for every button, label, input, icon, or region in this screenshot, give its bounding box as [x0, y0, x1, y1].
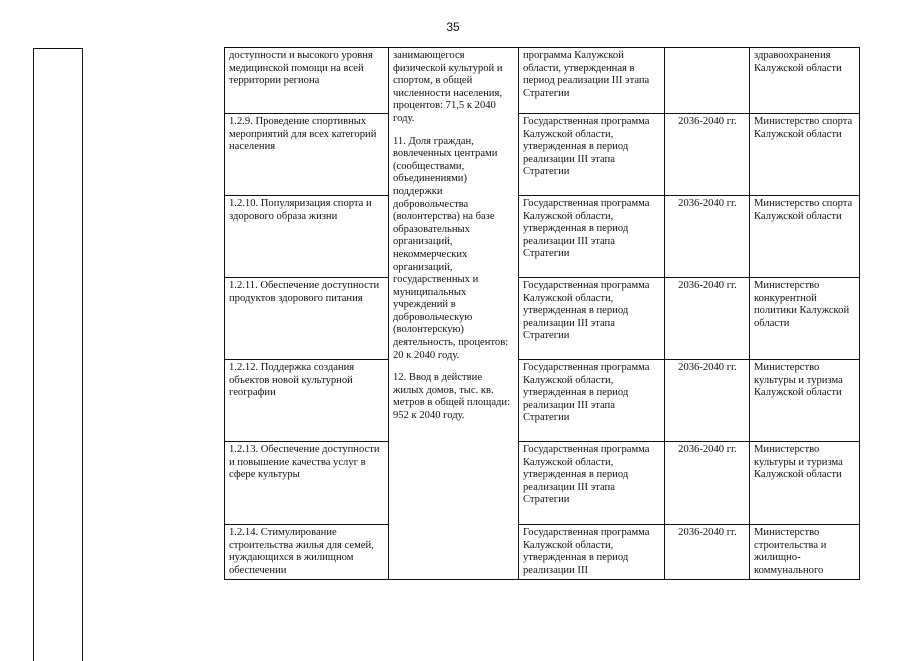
indicators-cell: [389, 48, 519, 580]
program-cell: Государственная программа Калужской области, утвержденная в период реализации III этапа Стратегии: [519, 442, 665, 525]
strategy-table: [224, 47, 860, 580]
table-row: [225, 196, 860, 278]
period-cell: 2036-2040 гг.: [665, 196, 750, 278]
executor-cell: здравоохранения Калужской области: [750, 48, 860, 114]
indicator-item: 11. Доля граждан, вовлеченных центрами (сообществами, объединениями) поддержки добровольчества (волонтерства) на базе образовательных организаций, некоммерческих организаций, государственных и муниципальных учреждений в добровольческую (волонтерскую) деятельность, процентов: 20 к 2040 году.: [393, 135, 509, 361]
table-row: [225, 48, 860, 114]
page-number: 35: [446, 20, 460, 34]
period-cell: [665, 48, 750, 114]
table-row: [225, 278, 860, 360]
task-cell: 1.2.10. Популяризация спорта и здорового образа жизни: [225, 196, 389, 278]
period-cell: 2036-2040 гг.: [665, 114, 750, 196]
task-cell: 1.2.9. Проведение спортивных мероприятий для всех категорий населения: [225, 114, 389, 196]
program-cell: Государственная программа Калужской области, утвержденная в период реализации III этапа Стратегии: [519, 196, 665, 278]
task-cell: 1.2.11. Обеспечение доступности продуктов здорового питания: [225, 278, 389, 360]
executor-cell: Министерство спорта Калужской области: [750, 114, 860, 196]
executor-cell: Министерство спорта Калужской области: [750, 196, 860, 278]
program-cell: Государственная программа Калужской области, утвержденная в период реализации III этапа Стратегии: [519, 114, 665, 196]
executor-cell: Министерство строительства и жилищно-коммунального: [750, 525, 860, 580]
task-cell: 1.2.13. Обеспечение доступности и повышение качества услуг в сфере культуры: [225, 442, 389, 525]
period-cell: 2036-2040 гг.: [665, 525, 750, 580]
task-cell: доступности и высокого уровня медицинской помощи на всей территории региона: [225, 48, 389, 114]
table-row: [225, 114, 860, 196]
indicator-item: занимающегося физической культурой и спортом, в общей численности населения, процентов: 71,5 к 2040 году.: [393, 50, 503, 124]
task-cell: 1.2.14. Стимулирование строительства жилья для семей, нуждающихся в жилищном обеспечении: [225, 525, 389, 580]
table-row: [225, 360, 860, 442]
program-cell: Государственная программа Калужской области, утвержденная в период реализации III этапа Стратегии: [519, 278, 665, 360]
period-cell: 2036-2040 гг.: [665, 278, 750, 360]
period-cell: 2036-2040 гг.: [665, 360, 750, 442]
table-row: [225, 442, 860, 525]
executor-cell: Министерство конкурентной политики Калужской области: [750, 278, 860, 360]
period-cell: 2036-2040 гг.: [665, 442, 750, 525]
executor-cell: Министерство культуры и туризма Калужской области: [750, 442, 860, 525]
task-cell: 1.2.12. Поддержка создания объектов новой культурной географии: [225, 360, 389, 442]
program-cell: Государственная программа Калужской области, утвержденная в период реализации III этапа Стратегии: [519, 360, 665, 442]
indicator-item: 12. Ввод в действие жилых домов, тыс. кв. метров в общей площади: 952 к 2040 году.: [393, 372, 511, 422]
executor-cell: Министерство культуры и туризма Калужской области: [750, 360, 860, 442]
table-row: [225, 525, 860, 580]
program-cell: Государственная программа Калужской области, утвержденная в период реализации III: [519, 525, 665, 580]
left-margin-box: [33, 48, 83, 661]
program-cell: программа Калужской области, утвержденная в период реализации III этапа Стратегии: [519, 48, 665, 114]
